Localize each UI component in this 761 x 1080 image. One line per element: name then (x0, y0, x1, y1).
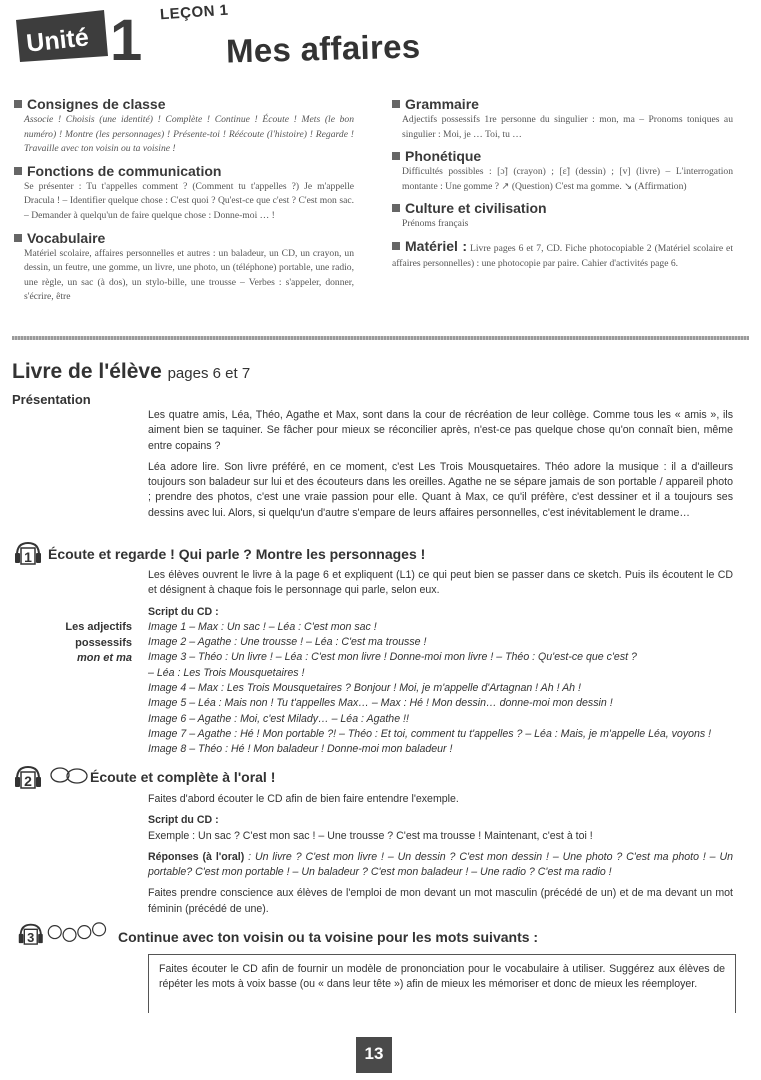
exercise-1-script-label: Script du CD : (148, 605, 219, 618)
consignes-text: Associe ! Choisis (une identité) ! Complète ! Continue ! Écoute ! Mets (le bon numéro) ! Montre (les personnages) ! Présente-toi ! Réécoute (l'histoire) ! Regarde ! Travaille avec ton voisin ou ta voisine ! (24, 114, 354, 155)
livre-title: Livre de l'élève (12, 360, 162, 383)
exercise-1-side-label (14, 620, 132, 667)
summary-left-column (14, 96, 354, 311)
script-line: – Léa : Les Trois Mousquetaires ! (148, 666, 305, 679)
script-line: Image 8 – Théo : Hé ! Mon baladeur ! Donne-moi mon baladeur ! (148, 743, 453, 756)
presentation-paragraph-2: Léa adore lire. Son livre préféré, en ce moment, c'est Les Trois Mousquetaires. Théo adore la musique : il a d'ailleurs toujours son baladeur sur lui et des écouteurs dans les oreilles. Agathe ne se sépare jamais de son portable / appareil photo ; prendre des photos, c'est une vraie passion pour elle. Quant à Max, ce qu'il préfère, c'est dessiner et il a toujours ses dessins avec lui. Alors, si quelqu'un d'autre s'empare de leurs affaires personnelles, c'est inévitablement le drame… (148, 460, 733, 519)
page-number: 13 (364, 1044, 384, 1063)
svg-text:1: 1 (24, 549, 32, 565)
exercise-2-answers (148, 850, 733, 881)
section-divider (12, 336, 749, 340)
vocabulaire-heading: Vocabulaire (14, 230, 354, 247)
script-line: Image 3 – Théo : Un livre ! – Léa : C'est mon livre ! Donne-moi mon livre ! – Théo : Qu'est-ce que c'est ? (148, 651, 637, 664)
exercise-2-script-label: Script du CD : (148, 814, 219, 827)
materiel-heading: Matériel : (392, 238, 467, 254)
culture-text: Prénoms français (402, 218, 469, 230)
materiel-text: Livre pages 6 et 7, CD. Fiche photocopiable 2 (Matériel scolaire et affaires personnelles) : une photocopie par paire. Cahier d'activités page 6. (392, 242, 733, 269)
phonetique-heading: Phonétique (392, 148, 733, 165)
unite-label: Unité (24, 23, 91, 58)
presentation-body (148, 408, 733, 527)
exercise-3-note-text: Faites écouter le CD afin de fournir un modèle de prononciation pour le vocabulaire à utiliser. Suggérez aux élèves de répéter les mots à voix basse (ou « dans leur tête ») afin de mieux les mémoriser et donc de mieux les réemployer. (159, 963, 725, 991)
exercise-2-heading: Écoute et complète à l'oral ! (90, 769, 276, 785)
fonctions-text: Se présenter : Tu t'appelles comment ? (Comment tu t'appelles ?) Je m'appelle Dracula ! – Identifier quelque chose : C'est quoi ? Qu'est-ce que c'est ? C'est mon sac. – Demander à quelqu'un de faire quelque chose : Donne-moi … ! (24, 180, 354, 221)
exercise-2-intro: Faites d'abord écouter le CD afin de bien faire entendre l'exemple. (148, 793, 459, 805)
unite-number: 1 (110, 8, 143, 62)
exercise-3-heading: Continue avec ton voisin ou ta voisine pour les mots suivants : (118, 929, 539, 945)
exercise-1-script (148, 620, 733, 758)
grammaire-heading: Grammaire (392, 96, 733, 113)
grammaire-text: Adjectifs possessifs 1re personne du singulier : mon, ma – Pronoms toniques au singulier : Moi, je … Toi, tu … (402, 114, 733, 140)
vocabulaire-text: Matériel scolaire, affaires personnelles et autres : un baladeur, un CD, un crayon, un dessin, un feutre, une gomme, un livre, une photo, un (téléphone) portable, une radio, une règle, un sac (à dos), un stylo-bille, une trousse – Verbes : s'appeler, donner, s'écrire, être (24, 247, 354, 303)
script-line: Image 7 – Agathe : Hé ! Mon portable ?! – Théo : Et toi, comment tu t'appelles ? – Léa : Mais, je m'appelle Léa, voyons ! (148, 727, 712, 740)
answers-label: Réponses (à l'oral) (148, 850, 245, 863)
livre-heading (12, 360, 250, 384)
script-line: Image 1 – Max : Un sac ! – Léa : C'est mon sac ! (148, 620, 377, 633)
exercise-2-icons (14, 765, 90, 789)
exercise-2-note: Faites prendre conscience aux élèves de l'emploi de mon devant un mot masculin (précédé de un) et de ma devant un mot féminin (précédé de une). (148, 887, 733, 915)
exercise-2-example: Exemple : Un sac ? C'est mon sac ! – Une trousse ? C'est ma trousse ! Maintenant, c'est à toi ! (148, 829, 593, 842)
script-line: Image 4 – Max : Les Trois Mousquetaires ? Bonjour ! Moi, je m'appelle d'Artagnan ! Ah ! Ah ! (148, 682, 581, 695)
exercise-2-body (148, 792, 733, 923)
phonetique-text: Difficultés possibles : [ɔ̃] (crayon) ; [ɛ̃] (dessin) ; [v] (livre) – L'interrogation montante : Une gomme ? ↗ (Question) C'est ma gomme. ↘ (Affirmation) (402, 166, 733, 192)
summary-right-column (392, 96, 733, 277)
presentation-paragraph-1: Les quatre amis, Léa, Théo, Agathe et Max, sont dans la cour de récréation de leur collège. Comme tous les « amis », ils aiment bien se taquiner. Se fâcher pour mieux se réconcilier après, n'est-ce pas quelque chose qu'on connaît bien, même entre copains ? (148, 409, 733, 452)
presentation-heading: Présentation (12, 392, 91, 407)
unite-badge (12, 6, 144, 62)
script-line: Image 2 – Agathe : Une trousse ! – Léa : C'est ma trousse ! (148, 636, 427, 649)
script-line: Image 5 – Léa : Mais non ! Tu t'appelles Max… – Max : Hé ! Mon dessin… donne-moi mon dessin ! (148, 697, 613, 710)
exercise-1-body (148, 568, 733, 758)
script-line: Image 6 – Agathe : Moi, c'est Milady… – Léa : Agathe !! (148, 712, 409, 725)
svg-text:2: 2 (24, 773, 32, 789)
fonctions-heading: Fonctions de communication (14, 163, 354, 180)
exercise-3-icons (14, 921, 114, 945)
answers-text: : Un livre ? C'est mon livre ! – Un dessin ? C'est mon dessin ! – Une photo ? C'est ma photo ! – Un portable? C'est mon portable ! – Un baladeur ? C'est mon baladeur ! – Une radio ? C'est ma radio ! (148, 850, 733, 879)
livre-pages: pages 6 et 7 (167, 365, 251, 382)
side-label-line: Les adjectifs (65, 621, 132, 633)
exercise-1-heading: Écoute et regarde ! Qui parle ? Montre les personnages ! (48, 546, 426, 562)
lecon-label: LEÇON 1 (159, 1, 230, 24)
page-title: Mes affaires (225, 27, 421, 70)
consignes-heading: Consignes de classe (14, 96, 354, 113)
svg-text:3: 3 (27, 930, 35, 945)
side-label-line: possessifs (75, 636, 132, 649)
exercise-1-intro: Les élèves ouvrent le livre à la page 6 et expliquent (L1) ce qui peut bien se passer dans ce sketch. Puis ils écoutent le CD et désignent à chaque fois le personnage qui parle, selon eux. (148, 569, 733, 597)
culture-heading: Culture et civilisation (392, 200, 733, 217)
side-label-line: mon et ma (76, 652, 132, 664)
exercise-1-audio-icon (14, 541, 42, 565)
